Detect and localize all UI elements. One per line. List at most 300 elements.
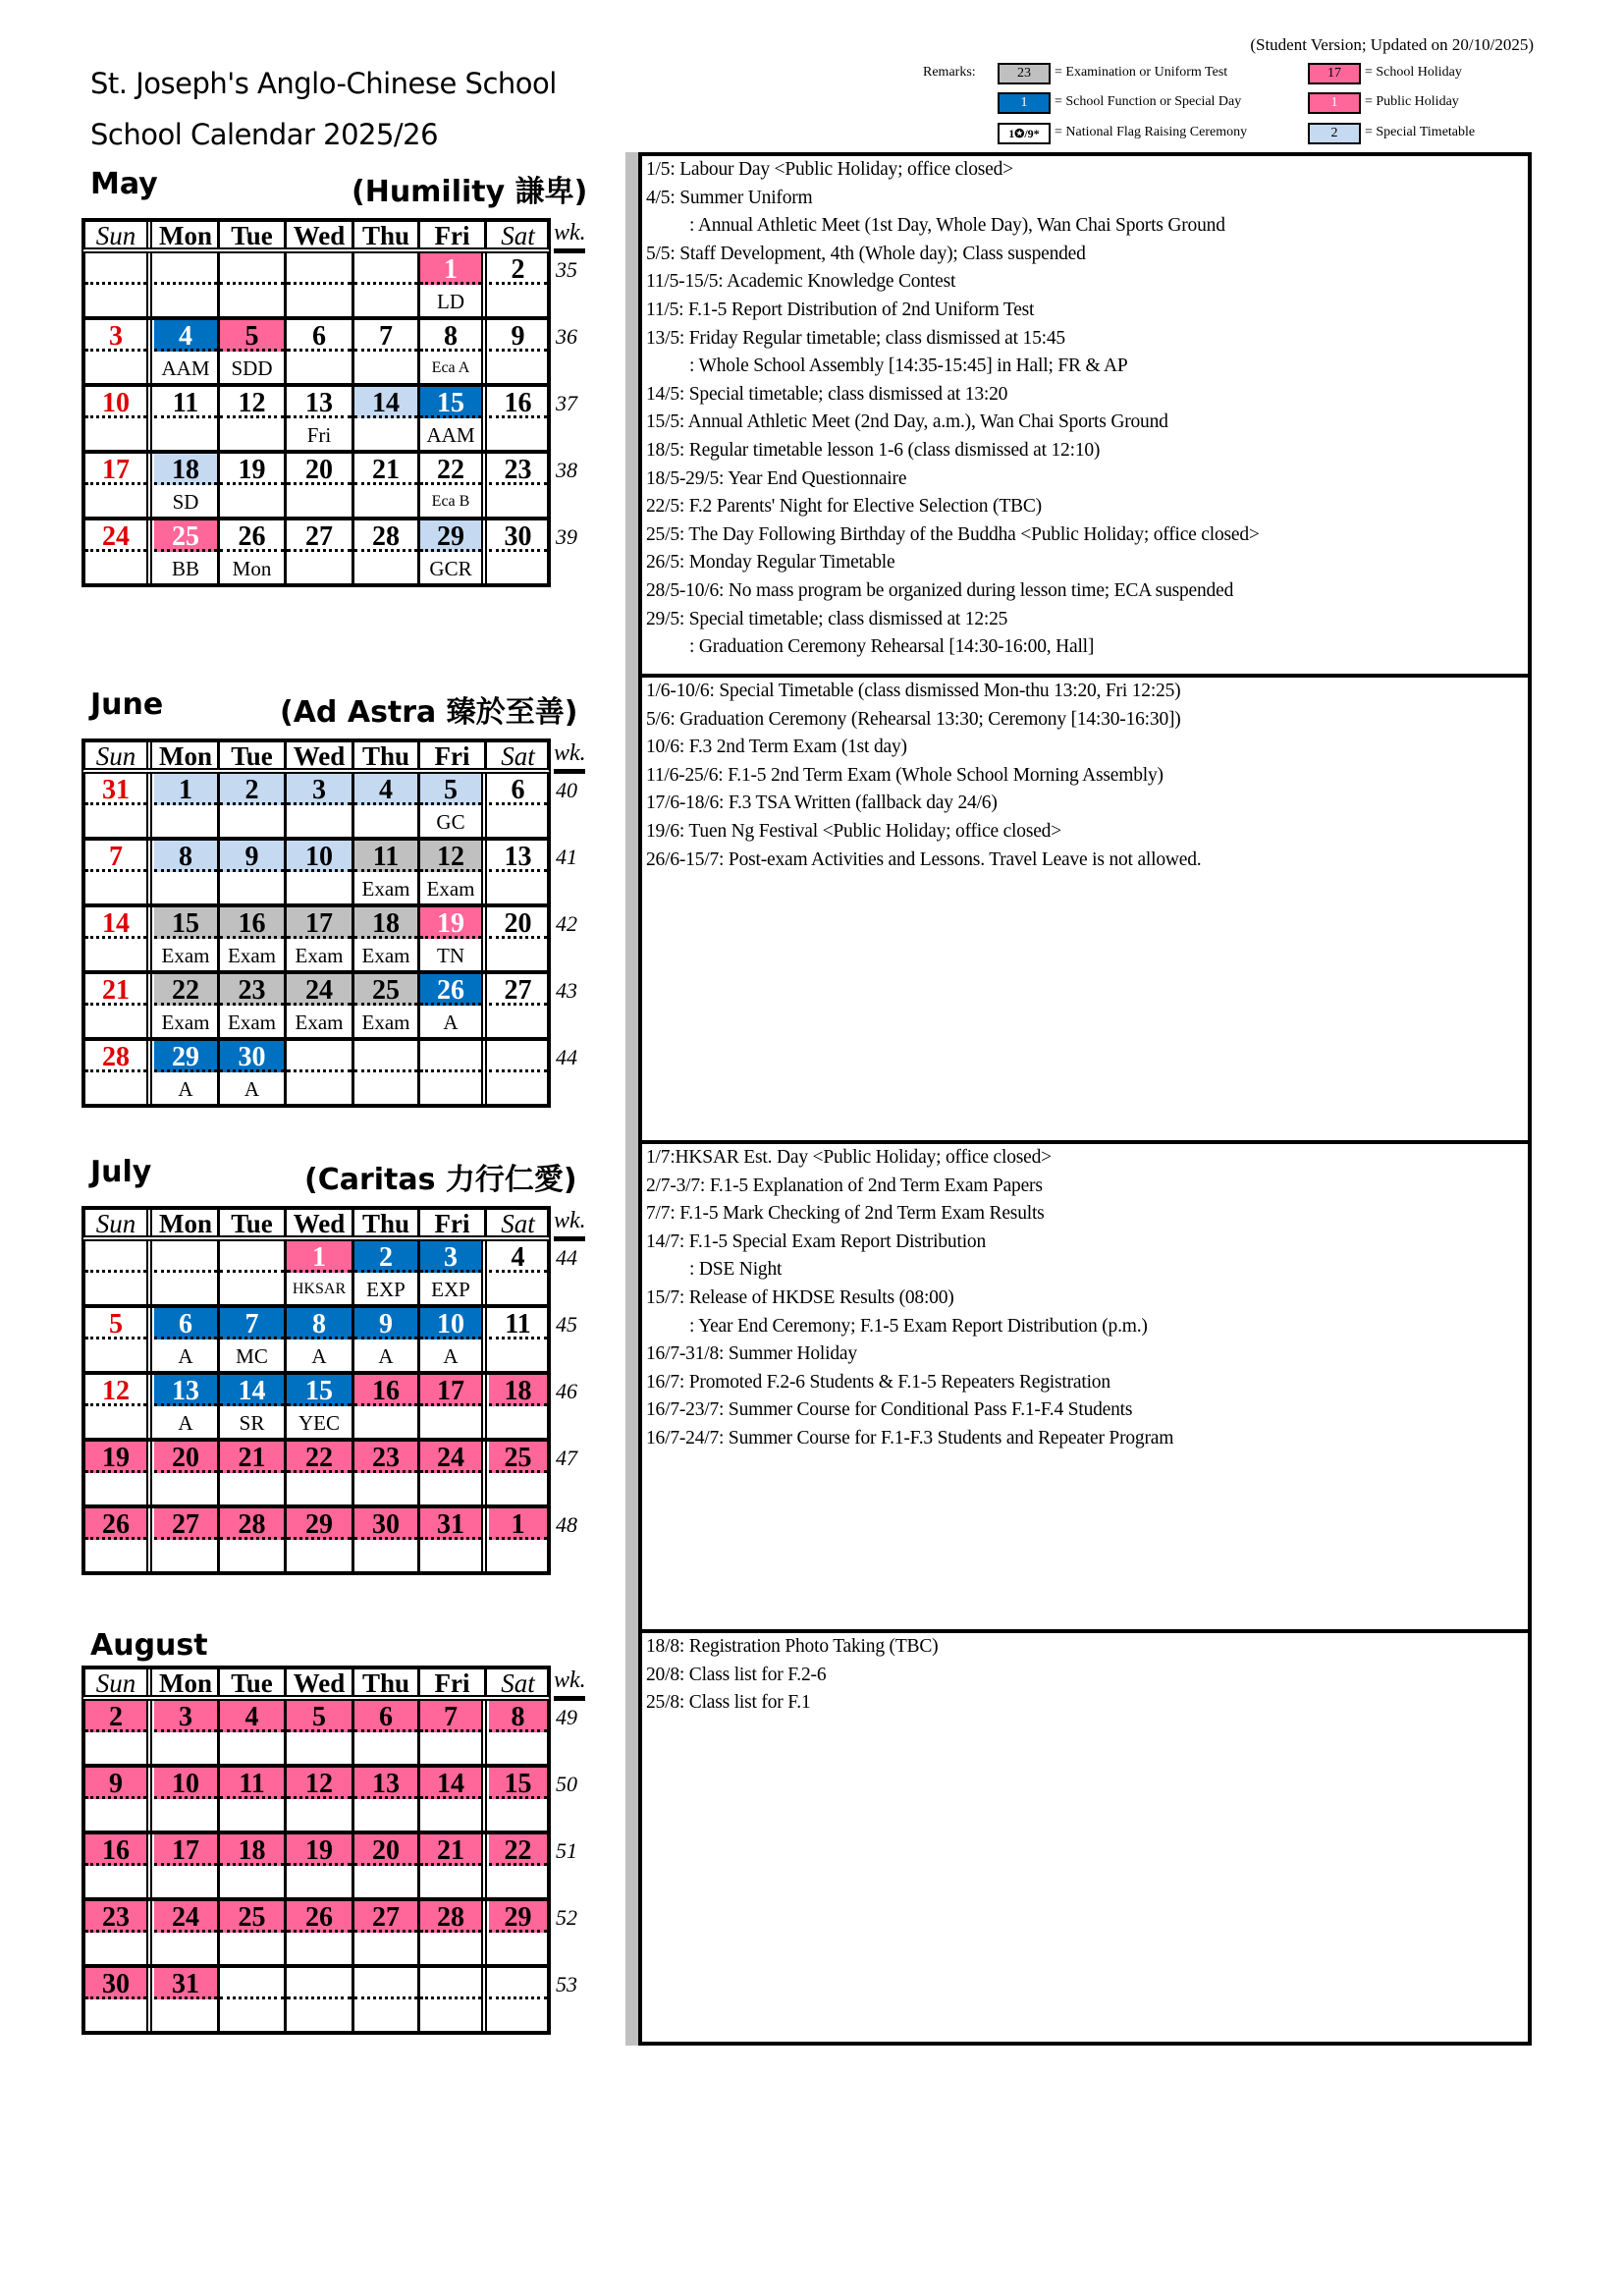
day-cell[interactable] — [354, 774, 420, 837]
day-cell[interactable] — [154, 974, 220, 1037]
day-cell[interactable] — [354, 1442, 420, 1504]
day-cell[interactable] — [489, 1768, 547, 1831]
day-number: 4 — [220, 1701, 284, 1732]
day-note — [489, 806, 547, 837]
day-cell[interactable] — [354, 1308, 420, 1371]
day-number: 18 — [354, 907, 417, 939]
day-cell[interactable] — [489, 841, 547, 903]
legend-text-public-holiday: = Public Holiday — [1365, 94, 1459, 109]
day-number: 30 — [354, 1508, 417, 1540]
day-cell[interactable] — [489, 454, 547, 517]
day-number: 1 — [420, 253, 481, 285]
day-cell[interactable] — [220, 320, 287, 383]
weekday-thu: Thu — [354, 1210, 420, 1237]
event-item: 14/7: F.1-5 Special Exam Report Distribution — [646, 1230, 987, 1252]
day-cell[interactable] — [220, 1901, 287, 1964]
day-cell[interactable] — [287, 841, 354, 903]
day-cell[interactable] — [489, 1442, 547, 1504]
day-cell[interactable] — [489, 1901, 547, 1964]
day-cell[interactable] — [220, 1375, 287, 1438]
week-header: wk. — [554, 1666, 585, 1701]
day-number: 27 — [287, 520, 352, 552]
day-cell[interactable] — [154, 1508, 220, 1571]
day-cell[interactable] — [85, 1834, 152, 1897]
day-note: A — [443, 1011, 459, 1034]
day-cell[interactable] — [489, 1834, 547, 1897]
day-cell[interactable] — [489, 520, 547, 583]
event-item: : Year End Ceremony; F.1-5 Exam Report Distribution (p.m.) — [689, 1315, 1148, 1337]
event-item: 28/5-10/6: No mass program be organized during lesson time; ECA suspended — [646, 579, 1234, 601]
day-cell[interactable] — [287, 1308, 354, 1371]
day-note — [220, 286, 284, 316]
day-cell[interactable] — [354, 454, 420, 517]
day-number: 19 — [420, 907, 481, 939]
legend-text-flag-raising: = National Flag Raising Ceremony — [1055, 125, 1248, 139]
day-cell[interactable] — [220, 253, 287, 316]
day-cell[interactable] — [220, 1701, 287, 1764]
week-number: 50 — [556, 1772, 577, 1796]
day-note — [220, 806, 284, 837]
event-item: 5/6: Graduation Ceremony (Rehearsal 13:30; Ceremony [14:30-16:30]) — [646, 708, 1181, 730]
week-row — [85, 1768, 547, 1834]
day-cell[interactable] — [220, 1968, 287, 2031]
day-number: 23 — [85, 1901, 146, 1933]
day-cell[interactable] — [85, 974, 152, 1037]
day-cell[interactable] — [220, 1241, 287, 1304]
day-note — [287, 553, 352, 583]
weekday-header — [81, 738, 551, 774]
day-note — [220, 486, 284, 517]
event-item: 4/5: Summer Uniform — [646, 187, 813, 208]
day-cell[interactable] — [85, 387, 152, 450]
day-note: Exam — [161, 944, 210, 967]
day-cell[interactable] — [85, 841, 152, 903]
event-item: 25/5: The Day Following Birthday of the Buddha <Public Holiday; office closed> — [646, 523, 1260, 545]
day-number: 28 — [354, 520, 417, 552]
day-number: 17 — [287, 907, 352, 939]
day-note — [154, 1541, 217, 1571]
weekday-sun: Sun — [85, 222, 152, 249]
day-cell[interactable] — [154, 520, 220, 583]
day-cell[interactable] — [220, 1834, 287, 1897]
day-cell[interactable] — [420, 1442, 487, 1504]
day-cell[interactable] — [85, 1041, 152, 1104]
day-number: 24 — [154, 1901, 217, 1933]
day-cell[interactable] — [220, 974, 287, 1037]
day-cell[interactable] — [354, 253, 420, 316]
day-cell[interactable] — [420, 520, 487, 583]
day-number: 23 — [220, 974, 284, 1006]
day-note — [354, 1073, 417, 1104]
day-number: 26 — [220, 520, 284, 552]
event-item: 18/5: Regular timetable lesson 1-6 (class dismissed at 12:10) — [646, 439, 1101, 461]
day-cell[interactable] — [154, 774, 220, 837]
day-cell[interactable] — [287, 1768, 354, 1831]
day-cell[interactable] — [354, 1508, 420, 1571]
event-item: 16/7-31/8: Summer Holiday — [646, 1343, 857, 1365]
day-cell[interactable] — [420, 253, 487, 316]
day-cell[interactable] — [489, 1701, 547, 1764]
day-note — [220, 1274, 284, 1304]
day-cell[interactable] — [220, 907, 287, 970]
day-note — [420, 2000, 481, 2031]
event-item: 1/6-10/6: Special Timetable (class dismissed Mon-thu 13:20, Fri 12:25) — [646, 681, 1181, 701]
day-number: 14 — [354, 387, 417, 418]
day-cell[interactable] — [287, 1834, 354, 1897]
day-number: 31 — [154, 1968, 217, 1999]
day-note — [154, 419, 217, 450]
day-cell[interactable] — [85, 454, 152, 517]
day-note — [420, 1867, 481, 1897]
day-cell[interactable] — [420, 454, 487, 517]
day-cell[interactable] — [154, 1834, 220, 1897]
day-note — [287, 1733, 352, 1764]
day-cell[interactable] — [354, 1901, 420, 1964]
day-note — [354, 1934, 417, 1964]
day-cell[interactable] — [287, 454, 354, 517]
day-note — [420, 1541, 481, 1571]
day-cell[interactable] — [489, 1241, 547, 1304]
day-number: 14 — [220, 1375, 284, 1406]
day-cell[interactable] — [287, 1375, 354, 1438]
week-number: 44 — [556, 1245, 577, 1270]
day-note — [220, 1733, 284, 1764]
week-number: 53 — [556, 1972, 577, 1996]
day-note — [154, 1934, 217, 1964]
day-number: 31 — [420, 1508, 481, 1540]
day-note — [354, 419, 417, 450]
day-cell[interactable] — [354, 841, 420, 903]
day-cell[interactable] — [287, 520, 354, 583]
day-cell[interactable] — [420, 1041, 487, 1104]
day-number: 24 — [287, 974, 352, 1006]
day-note — [489, 419, 547, 450]
day-cell[interactable] — [420, 1241, 487, 1304]
week-number: 37 — [556, 391, 577, 415]
event-item: 14/5: Special timetable; class dismissed at 13:20 — [646, 383, 1008, 405]
day-note: A — [378, 1344, 394, 1368]
day-cell[interactable] — [489, 907, 547, 970]
day-cell[interactable] — [85, 1968, 152, 2031]
day-number: 29 — [489, 1901, 547, 1933]
day-cell[interactable] — [154, 1701, 220, 1764]
day-note — [354, 1541, 417, 1571]
day-cell[interactable] — [420, 907, 487, 970]
day-number: 22 — [287, 1442, 352, 1473]
day-cell[interactable] — [85, 1241, 152, 1304]
day-number: 11 — [154, 387, 217, 418]
day-note — [420, 1073, 481, 1104]
event-item: 26/6-15/7: Post-exam Activities and Lessons. Travel Leave is not allowed. — [646, 848, 1202, 870]
day-cell[interactable] — [220, 1508, 287, 1571]
day-cell[interactable] — [287, 974, 354, 1037]
day-cell[interactable] — [85, 1308, 152, 1371]
weekday-sun: Sun — [85, 742, 152, 770]
day-note — [287, 286, 352, 316]
day-number: 8 — [154, 841, 217, 872]
day-cell[interactable] — [220, 1041, 287, 1104]
day-cell[interactable] — [354, 907, 420, 970]
day-cell[interactable] — [287, 1701, 354, 1764]
day-note: Eca B — [431, 493, 470, 510]
day-cell[interactable] — [420, 1508, 487, 1571]
day-cell[interactable] — [354, 1375, 420, 1438]
day-cell[interactable] — [489, 320, 547, 383]
day-cell[interactable] — [354, 387, 420, 450]
weekday-mon: Mon — [154, 222, 220, 249]
weekday-tue: Tue — [220, 1210, 287, 1237]
day-note — [85, 419, 146, 450]
month-title-july: July — [90, 1155, 152, 1189]
day-cell[interactable] — [220, 774, 287, 837]
day-cell[interactable] — [420, 1308, 487, 1371]
day-note — [85, 1474, 146, 1504]
day-cell[interactable] — [287, 774, 354, 837]
day-number: 6 — [354, 1701, 417, 1732]
week-number: 46 — [556, 1379, 577, 1403]
legend-text-exam: = Examination or Uniform Test — [1055, 65, 1228, 80]
week-number: 43 — [556, 978, 577, 1003]
day-cell[interactable] — [220, 520, 287, 583]
day-cell[interactable] — [287, 387, 354, 450]
day-note — [220, 1800, 284, 1831]
day-note: Exam — [228, 944, 276, 967]
day-cell[interactable] — [154, 1442, 220, 1504]
day-number: 8 — [420, 320, 481, 352]
day-cell[interactable] — [85, 520, 152, 583]
day-cell[interactable] — [85, 1701, 152, 1764]
day-cell[interactable] — [354, 520, 420, 583]
day-cell[interactable] — [85, 1375, 152, 1438]
day-note — [420, 1800, 481, 1831]
day-cell[interactable] — [489, 974, 547, 1037]
weekday-fri: Fri — [420, 742, 487, 770]
day-number — [154, 253, 217, 285]
day-cell[interactable] — [420, 774, 487, 837]
week-row — [85, 1375, 547, 1442]
day-cell[interactable] — [354, 1768, 420, 1831]
day-number: 16 — [220, 907, 284, 939]
day-cell[interactable] — [420, 1701, 487, 1764]
day-cell[interactable] — [154, 1968, 220, 2031]
day-cell[interactable] — [154, 1768, 220, 1831]
day-number — [220, 1968, 284, 1999]
day-note — [154, 1733, 217, 1764]
day-number: 24 — [420, 1442, 481, 1473]
day-cell[interactable] — [354, 974, 420, 1037]
day-note: A — [311, 1344, 327, 1368]
day-cell[interactable] — [154, 1241, 220, 1304]
version-note: (Student Version; Updated on 20/10/2025) — [1250, 35, 1534, 54]
day-cell[interactable] — [154, 1041, 220, 1104]
day-note — [489, 1340, 547, 1371]
day-note — [154, 2000, 217, 2031]
day-cell[interactable] — [287, 1241, 354, 1304]
day-note: SD — [172, 490, 199, 514]
day-cell[interactable] — [489, 774, 547, 837]
day-note — [154, 1274, 217, 1304]
day-cell[interactable] — [420, 387, 487, 450]
week-number: 38 — [556, 458, 577, 482]
day-number: 18 — [489, 1375, 547, 1406]
week-number: 42 — [556, 911, 577, 936]
day-number — [220, 1241, 284, 1273]
day-cell[interactable] — [420, 320, 487, 383]
week-number: 35 — [556, 257, 577, 282]
day-cell[interactable] — [220, 1768, 287, 1831]
event-item: 18/8: Registration Photo Taking (TBC) — [646, 1636, 939, 1657]
day-note — [354, 353, 417, 383]
day-number: 11 — [220, 1768, 284, 1799]
day-cell[interactable] — [489, 1968, 547, 2031]
day-number: 12 — [85, 1375, 146, 1406]
day-note — [85, 1407, 146, 1438]
day-cell[interactable] — [354, 1701, 420, 1764]
day-cell[interactable] — [85, 774, 152, 837]
day-cell[interactable] — [287, 1041, 354, 1104]
day-cell[interactable] — [154, 1901, 220, 1964]
day-number: 6 — [287, 320, 352, 352]
day-cell[interactable] — [220, 454, 287, 517]
day-cell[interactable] — [220, 1308, 287, 1371]
day-number: 9 — [220, 841, 284, 872]
day-cell[interactable] — [420, 1834, 487, 1897]
day-cell[interactable] — [489, 253, 547, 316]
day-note — [154, 1867, 217, 1897]
day-cell[interactable] — [420, 1375, 487, 1438]
day-number: 2 — [85, 1701, 146, 1732]
day-number: 1 — [154, 774, 217, 805]
day-number: 9 — [489, 320, 547, 352]
event-item: 11/5: F.1-5 Report Distribution of 2nd Uniform Test — [646, 299, 1035, 320]
day-number: 10 — [154, 1768, 217, 1799]
day-cell[interactable] — [154, 1308, 220, 1371]
weekday-fri: Fri — [420, 1669, 487, 1697]
day-note — [287, 1934, 352, 1964]
day-cell[interactable] — [354, 320, 420, 383]
day-note — [489, 1407, 547, 1438]
day-cell[interactable] — [354, 1968, 420, 2031]
day-cell[interactable] — [85, 1442, 152, 1504]
day-note — [354, 2000, 417, 2031]
day-cell[interactable] — [85, 253, 152, 316]
day-number: 9 — [354, 1308, 417, 1339]
day-cell[interactable] — [154, 253, 220, 316]
day-cell[interactable] — [154, 907, 220, 970]
weekday-tue: Tue — [220, 742, 287, 770]
day-note: Exam — [426, 877, 475, 901]
day-note — [489, 1867, 547, 1897]
day-cell[interactable] — [489, 1308, 547, 1371]
day-cell[interactable] — [420, 841, 487, 903]
day-number: 31 — [85, 774, 146, 805]
month-grid — [81, 774, 551, 1108]
day-number: 22 — [420, 454, 481, 485]
event-item: 16/7: Promoted F.2-6 Students & F.1-5 Repeaters Registration — [646, 1371, 1110, 1393]
day-cell[interactable] — [489, 1375, 547, 1438]
day-cell[interactable] — [154, 454, 220, 517]
day-cell[interactable] — [220, 841, 287, 903]
day-note: LD — [437, 290, 464, 313]
day-number: 3 — [287, 774, 352, 805]
day-number — [287, 1041, 352, 1072]
day-cell[interactable] — [287, 1508, 354, 1571]
day-cell[interactable] — [354, 1834, 420, 1897]
day-note — [354, 1867, 417, 1897]
day-cell[interactable] — [420, 974, 487, 1037]
day-note: Mon — [232, 557, 272, 580]
week-number: 44 — [556, 1045, 577, 1069]
day-number: 4 — [489, 1241, 547, 1273]
day-cell[interactable] — [154, 841, 220, 903]
day-number: 3 — [85, 320, 146, 352]
legend-swatch-flag-raising: 1✪/9* — [998, 123, 1051, 144]
day-note — [85, 486, 146, 517]
legend-text-function: = School Function or Special Day — [1055, 94, 1242, 109]
day-note — [354, 1733, 417, 1764]
day-number: 30 — [85, 1968, 146, 1999]
month-grid — [81, 1241, 551, 1575]
day-cell[interactable] — [287, 907, 354, 970]
day-number: 10 — [420, 1308, 481, 1339]
day-cell[interactable] — [287, 1901, 354, 1964]
day-cell[interactable] — [287, 1968, 354, 2031]
day-number — [420, 1041, 481, 1072]
day-cell[interactable] — [354, 1041, 420, 1104]
day-cell[interactable] — [287, 253, 354, 316]
day-cell[interactable] — [85, 1901, 152, 1964]
weekday-tue: Tue — [220, 222, 287, 249]
day-cell[interactable] — [154, 320, 220, 383]
week-header: wk. — [554, 218, 585, 253]
day-cell[interactable] — [489, 387, 547, 450]
day-number: 26 — [420, 974, 481, 1006]
day-number: 18 — [220, 1834, 284, 1866]
event-item: : Whole School Assembly [14:35-15:45] in Hall; FR & AP — [689, 355, 1128, 377]
day-cell[interactable] — [154, 387, 220, 450]
day-cell[interactable] — [85, 907, 152, 970]
day-note — [85, 1800, 146, 1831]
day-cell[interactable] — [220, 387, 287, 450]
week-row — [85, 1442, 547, 1508]
day-cell[interactable] — [85, 1768, 152, 1831]
weekday-header — [81, 1666, 551, 1701]
day-cell[interactable] — [220, 1442, 287, 1504]
day-note: A — [244, 1077, 260, 1101]
day-cell[interactable] — [354, 1241, 420, 1304]
day-note — [154, 1474, 217, 1504]
day-cell[interactable] — [287, 320, 354, 383]
day-cell[interactable] — [489, 1508, 547, 1571]
day-cell[interactable] — [420, 1901, 487, 1964]
day-cell[interactable] — [85, 320, 152, 383]
day-number — [354, 1968, 417, 1999]
day-note — [489, 1934, 547, 1964]
day-cell[interactable] — [420, 1768, 487, 1831]
day-cell[interactable] — [489, 1041, 547, 1104]
day-number: 23 — [489, 454, 547, 485]
day-cell[interactable] — [85, 1508, 152, 1571]
day-cell[interactable] — [287, 1442, 354, 1504]
day-cell[interactable] — [154, 1375, 220, 1438]
day-number: 27 — [354, 1901, 417, 1933]
month-grid — [81, 253, 551, 587]
weekday-wed: Wed — [287, 1210, 354, 1237]
day-cell[interactable] — [420, 1968, 487, 2031]
event-item: 16/7-24/7: Summer Course for F.1-F.3 Students and Repeater Program — [646, 1427, 1174, 1449]
week-row — [85, 1968, 547, 2035]
day-note — [85, 1274, 146, 1304]
